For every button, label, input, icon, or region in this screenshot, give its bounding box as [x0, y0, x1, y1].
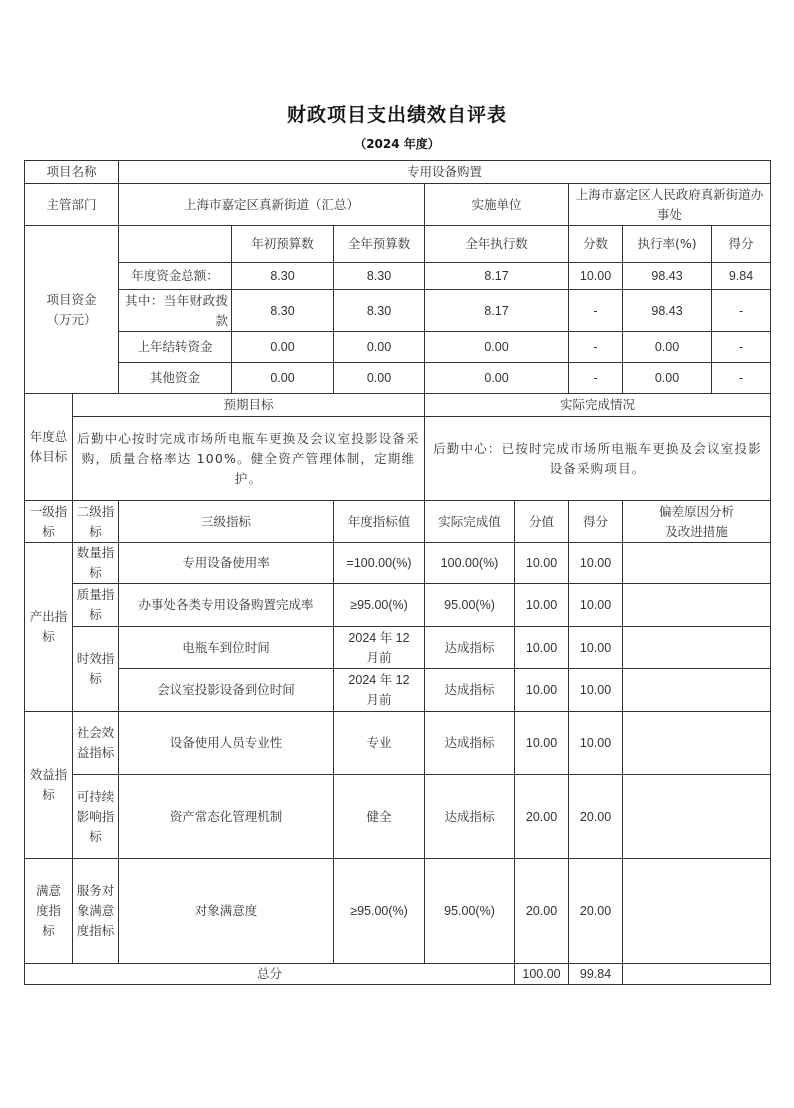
- weight-value: 10.00: [515, 669, 569, 712]
- score-value: 10.00: [569, 712, 623, 775]
- funds-header-score: 分数: [569, 226, 623, 263]
- funds-header-annual: 全年预算数: [334, 226, 425, 263]
- funds-row-score: -: [569, 363, 623, 394]
- funds-row-label: 年度资金总额：: [119, 263, 232, 290]
- score-value: 10.00: [569, 543, 623, 584]
- level2-quantity: 数量指标: [73, 543, 119, 584]
- goals-actual-header: 实际完成情况: [425, 394, 771, 417]
- funds-row: [25, 363, 771, 394]
- goals-actual-text: 后勤中心：已按时完成市场所电瓶车更换及会议室投影设备采购项目。: [425, 417, 771, 501]
- indicator-row: [25, 584, 771, 627]
- target-value: ≥95.00(%): [334, 584, 425, 627]
- funds-row-got: -: [712, 363, 771, 394]
- funds-row-annual: 0.00: [334, 332, 425, 363]
- weight-value: 20.00: [515, 775, 569, 859]
- actual-value: 达成指标: [425, 775, 515, 859]
- analysis-value: [623, 669, 771, 712]
- funds-row-executed: 8.17: [425, 263, 569, 290]
- project-name-row: [25, 161, 771, 184]
- analysis-value: [623, 859, 771, 964]
- total-row: [25, 964, 771, 985]
- total-score: 99.84: [569, 964, 623, 985]
- score-value: 20.00: [569, 859, 623, 964]
- funds-header-initial: 年初预算数: [232, 226, 334, 263]
- actual-value: 达成指标: [425, 627, 515, 669]
- level3-name: 资产常态化管理机制: [119, 775, 334, 859]
- funds-row-got: 9.84: [712, 263, 771, 290]
- header-level1: 一级指标: [25, 501, 73, 543]
- header-weight: 分值: [515, 501, 569, 543]
- total-analysis: [623, 964, 771, 985]
- funds-row-got: -: [712, 290, 771, 332]
- score-value: 10.00: [569, 669, 623, 712]
- funds-row-initial: 0.00: [232, 332, 334, 363]
- header-actual: 实际完成值: [425, 501, 515, 543]
- level1-satisfaction: 满意度指标: [25, 859, 73, 964]
- funds-row-rate: 0.00: [623, 363, 712, 394]
- level1-benefit: 效益指标: [25, 712, 73, 859]
- goals-expected-text: 后勤中心按时完成市场所电瓶车更换及会议室投影设备采购，质量合格率达 100%。健全资产管理体制，定期维护。: [73, 417, 425, 501]
- indicator-row: [25, 627, 771, 669]
- score-value: 20.00: [569, 775, 623, 859]
- funds-row-initial: 8.30: [232, 290, 334, 332]
- level2-quality: 质量指标: [73, 584, 119, 627]
- level2-timeliness: 时效指标: [73, 627, 119, 712]
- indicator-row: [25, 775, 771, 859]
- performance-table: [24, 160, 771, 985]
- funds-row-rate: 0.00: [623, 332, 712, 363]
- funds-row-label: 上年结转资金: [119, 332, 232, 363]
- goals-header-row: [25, 394, 771, 417]
- level3-name: 会议室投影设备到位时间: [119, 669, 334, 712]
- funds-label: [25, 226, 119, 394]
- actual-value: 95.00(%): [425, 859, 515, 964]
- level1-output: 产出指标: [25, 543, 73, 712]
- score-value: 10.00: [569, 584, 623, 627]
- weight-value: 20.00: [515, 859, 569, 964]
- header-level2: 二级指标: [73, 501, 119, 543]
- weight-value: 10.00: [515, 543, 569, 584]
- score-value: 10.00: [569, 627, 623, 669]
- analysis-value: [623, 584, 771, 627]
- level2-sustainable: 可持续影响指标: [73, 775, 119, 859]
- level3-name: 办事处各类专用设备购置完成率: [119, 584, 334, 627]
- dept-row: [25, 184, 771, 226]
- header-analysis-line1: 偏差原因分析: [659, 503, 735, 519]
- funds-row: [25, 290, 771, 332]
- header-level3: 三级指标: [119, 501, 334, 543]
- funds-row-rate: 98.43: [623, 263, 712, 290]
- funds-row-got: -: [712, 332, 771, 363]
- funds-header-row: [25, 226, 771, 263]
- weight-value: 10.00: [515, 627, 569, 669]
- indicator-row: [25, 543, 771, 584]
- project-name-value: 专用设备购置: [119, 161, 771, 184]
- funds-row-executed: 8.17: [425, 290, 569, 332]
- header-analysis-line2: 及改进措施: [665, 523, 728, 539]
- header-target: 年度指标值: [334, 501, 425, 543]
- level2-service-satisfaction: 服务对象满意度指标: [73, 859, 119, 964]
- level3-name: 设备使用人员专业性: [119, 712, 334, 775]
- funds-row-score: -: [569, 332, 623, 363]
- funds-row-score: -: [569, 290, 623, 332]
- indicator-row: [25, 712, 771, 775]
- actual-value: 达成指标: [425, 712, 515, 775]
- weight-value: 10.00: [515, 584, 569, 627]
- level3-name: 对象满意度: [119, 859, 334, 964]
- target-value: 2024 年 12 月前: [334, 627, 425, 669]
- analysis-value: [623, 627, 771, 669]
- funds-header-got: 得分: [712, 226, 771, 263]
- goals-label: 年度总体目标: [25, 394, 73, 501]
- funds-row-annual: 8.30: [334, 290, 425, 332]
- funds-label-line1: 项目资金: [46, 291, 97, 307]
- impl-value: 上海市嘉定区人民政府真新街道办事处: [569, 184, 771, 226]
- target-value: 专业: [334, 712, 425, 775]
- actual-value: 达成指标: [425, 669, 515, 712]
- page-title: 财政项目支出绩效自评表: [286, 104, 507, 126]
- funds-row-rate: 98.43: [623, 290, 712, 332]
- target-value: ≥95.00(%): [334, 859, 425, 964]
- analysis-value: [623, 543, 771, 584]
- funds-row-executed: 0.00: [425, 332, 569, 363]
- analysis-value: [623, 775, 771, 859]
- header-score: 得分: [569, 501, 623, 543]
- indicator-row: [25, 859, 771, 964]
- funds-header-rate: 执行率(%): [623, 226, 712, 263]
- indicator-header-row: [25, 501, 771, 543]
- funds-row-initial: 0.00: [232, 363, 334, 394]
- funds-row-annual: 8.30: [334, 263, 425, 290]
- funds-row: [25, 332, 771, 363]
- goals-expected-header: 预期目标: [73, 394, 425, 417]
- analysis-value: [623, 712, 771, 775]
- target-value: 健全: [334, 775, 425, 859]
- weight-value: 10.00: [515, 712, 569, 775]
- project-name-label: 项目名称: [25, 161, 119, 184]
- total-weight: 100.00: [515, 964, 569, 985]
- impl-label: 实施单位: [425, 184, 569, 226]
- actual-value: 95.00(%): [425, 584, 515, 627]
- funds-row-label: 其中：当年财政拨款: [119, 290, 232, 332]
- level3-name: 电瓶车到位时间: [119, 627, 334, 669]
- header-analysis: [623, 501, 771, 543]
- dept-label: 主管部门: [25, 184, 119, 226]
- funds-row: [25, 263, 771, 290]
- funds-row-initial: 8.30: [232, 263, 334, 290]
- funds-row-executed: 0.00: [425, 363, 569, 394]
- indicator-row: [25, 669, 771, 712]
- actual-value: 100.00(%): [425, 543, 515, 584]
- page-subtitle: （2024 年度）: [354, 137, 440, 151]
- funds-header-executed: 全年执行数: [425, 226, 569, 263]
- funds-label-line2: （万元）: [46, 311, 97, 327]
- funds-row-score: 10.00: [569, 263, 623, 290]
- target-value: 2024 年 12 月前: [334, 669, 425, 712]
- level3-name: 专用设备使用率: [119, 543, 334, 584]
- dept-value: 上海市嘉定区真新街道（汇总）: [119, 184, 425, 226]
- target-value: =100.00(%): [334, 543, 425, 584]
- funds-row-label: 其他资金: [119, 363, 232, 394]
- funds-header-blank: [119, 226, 232, 263]
- funds-row-annual: 0.00: [334, 363, 425, 394]
- level2-social: 社会效益指标: [73, 712, 119, 775]
- total-label: 总分: [25, 964, 515, 985]
- goals-content-row: [25, 417, 771, 501]
